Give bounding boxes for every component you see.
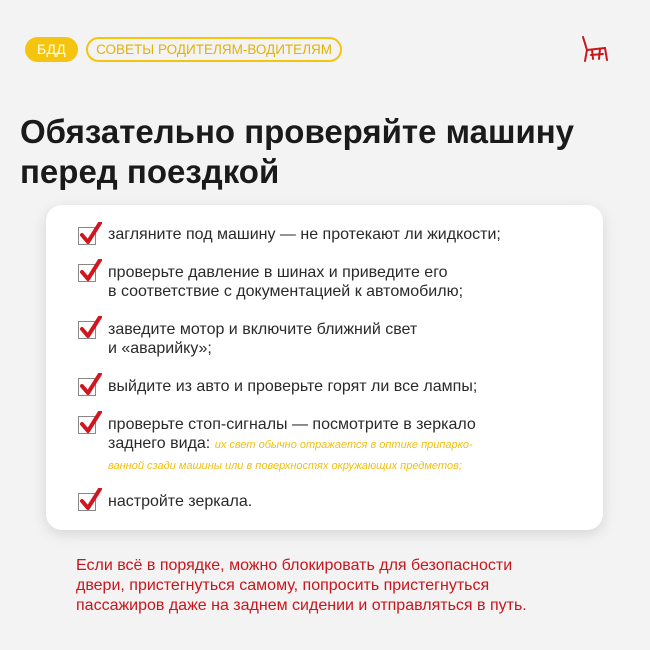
footer-text: Если всё в порядке, можно блокировать для безопасности двери, пристегнуться самому, попросить пристегнуться пассажиров даже на заднем сидении и отправляться в путь.	[76, 557, 527, 614]
checklist-text: проверьте давление в шинах и приведите его в соответствие с документацией к автомобилю;	[108, 264, 464, 300]
checklist-text: проверьте стоп-сигналы — посмотрите в зеркало заднего вида: их свет обычно отражается в оптике припарко- ванной сзади машины или в поверхностях окружающих предметов;	[108, 416, 476, 472]
checklist-note: ванной сзади машины или в поверхностях окружающих предметов;	[108, 460, 462, 472]
checklist-note: их свет обычно отражается в оптике припарко-	[214, 439, 473, 451]
title-line-2: перед поездкой	[20, 153, 280, 190]
checkmark-icon	[80, 316, 102, 340]
checkmark-icon	[80, 488, 102, 512]
checklist-text: выйдите из авто и проверьте горят ли все лампы;	[108, 378, 478, 395]
checkbox[interactable]	[78, 227, 96, 245]
checklist-card	[46, 205, 603, 530]
checkmark-icon	[80, 259, 102, 283]
checkbox[interactable]	[78, 416, 96, 434]
checkbox[interactable]	[78, 321, 96, 339]
title-line-1: Обязательно проверяйте машину	[20, 113, 575, 150]
checklist-text: загляните под машину — не протекают ли жидкости;	[108, 226, 501, 243]
checklist-text: настройте зеркала.	[108, 493, 253, 510]
tag-group	[25, 37, 342, 62]
checkbox[interactable]	[78, 378, 96, 396]
checkmark-icon	[80, 222, 102, 246]
page-title	[20, 112, 630, 192]
checkbox[interactable]	[78, 493, 96, 511]
chair-icon	[578, 34, 612, 64]
tag-parent-tips[interactable]: СОВЕТЫ РОДИТЕЛЯМ-ВОДИТЕЛЯМ	[86, 37, 342, 62]
tag-bdd[interactable]: БДД	[25, 37, 78, 62]
checkmark-icon	[80, 411, 102, 435]
checkmark-icon	[80, 373, 102, 397]
checkbox[interactable]	[78, 264, 96, 282]
checklist-text: заведите мотор и включите ближний свет и «аварийку»;	[108, 321, 418, 357]
